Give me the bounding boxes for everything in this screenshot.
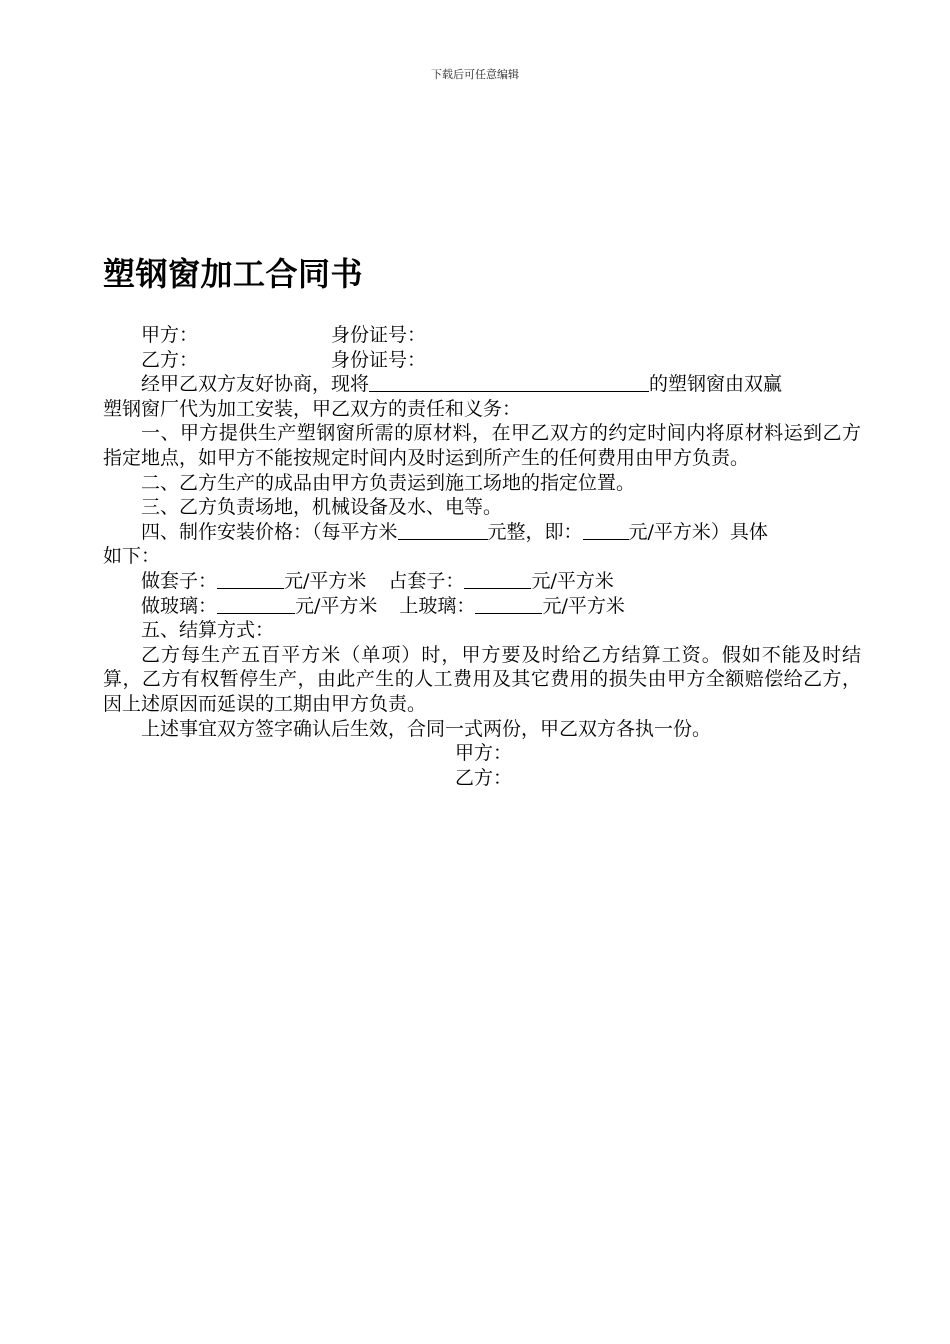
price-row-1-a-blank [217, 569, 284, 589]
clause-1: 一、甲方提供生产塑钢窗所需的原材料，在甲乙双方的约定时间内将原材料运到乙方指定地点，如甲方不能按规定时间内及时运到所产生的任何费用由甲方负责。 [103, 422, 861, 469]
price-per-sqm-blank [398, 520, 488, 540]
price-row-2-b-label: 上玻璃： [399, 594, 476, 617]
price-row-2-b-unit: 元/平方米 [542, 594, 625, 617]
party-b-label: 乙方： [141, 348, 199, 371]
signature-party-a: 甲方： [455, 742, 513, 765]
party-a-line [103, 323, 861, 348]
price-row-1-b-label: 占套子： [388, 569, 465, 592]
party-b-id-label: 身份证号： [331, 348, 427, 371]
price-row-1-b-unit: 元/平方米 [531, 569, 614, 592]
closing-statement: 上述事宜双方签字确认后生效，合同一式两份，甲乙双方各执一份。 [141, 717, 712, 740]
contract-body [103, 323, 861, 790]
price-row-1 [103, 569, 861, 594]
clause-4-line2: 如下： [103, 545, 161, 568]
price-row-2 [103, 594, 861, 619]
price-row-1-a-unit: 元/平方米 [284, 569, 367, 592]
party-a-label: 甲方： [141, 324, 199, 346]
clause-3: 三、乙方负责场地，机械设备及水、电等。 [141, 496, 503, 519]
clause-5-title: 五、结算方式： [141, 619, 275, 642]
intro-before: 经甲乙双方友好协商，现将 [141, 373, 370, 396]
clause-5-text: 乙方每生产五百平方米（单项）时，甲方要及时给乙方结算工资。假如不能及时结算，乙方有权暂停生产，由此产生的人工费用及其它费用的损失由甲方全额赔偿给乙方，因上述原因而延误的工期由甲方负责。 [103, 643, 861, 715]
page-title: 塑钢窗加工合同书 [103, 255, 364, 293]
intro-line [103, 372, 861, 397]
project-blank [369, 372, 649, 392]
price-row-1-a-label: 做套子： [141, 569, 218, 592]
price-row-2-a-unit: 元/平方米 [295, 594, 378, 617]
header-note: 下载后可任意编辑 [431, 68, 519, 81]
intro-after: 的塑钢窗由双赢 [649, 373, 783, 396]
clause-4 [103, 520, 861, 545]
clause-4-part3: 元/平方米）具体 [628, 520, 768, 543]
clause-2: 二、乙方生产的成品由甲方负责运到施工场地的指定位置。 [141, 471, 636, 494]
price-row-2-b-blank [475, 594, 542, 614]
signature-party-b: 乙方： [455, 766, 513, 789]
price-unit-blank [583, 520, 629, 540]
party-b-line [103, 348, 861, 373]
intro-second-line: 塑钢窗厂代为加工安装，甲乙双方的责任和义务： [103, 397, 522, 420]
price-row-2-a-blank [217, 594, 295, 614]
price-row-2-a-label: 做玻璃： [141, 594, 218, 617]
price-row-1-b-blank [464, 569, 531, 589]
party-a-id-label: 身份证号： [331, 324, 427, 346]
clause-4-part1: 四、制作安装价格：（每平方米 [141, 520, 398, 543]
clause-4-part2: 元整，即： [487, 520, 583, 543]
